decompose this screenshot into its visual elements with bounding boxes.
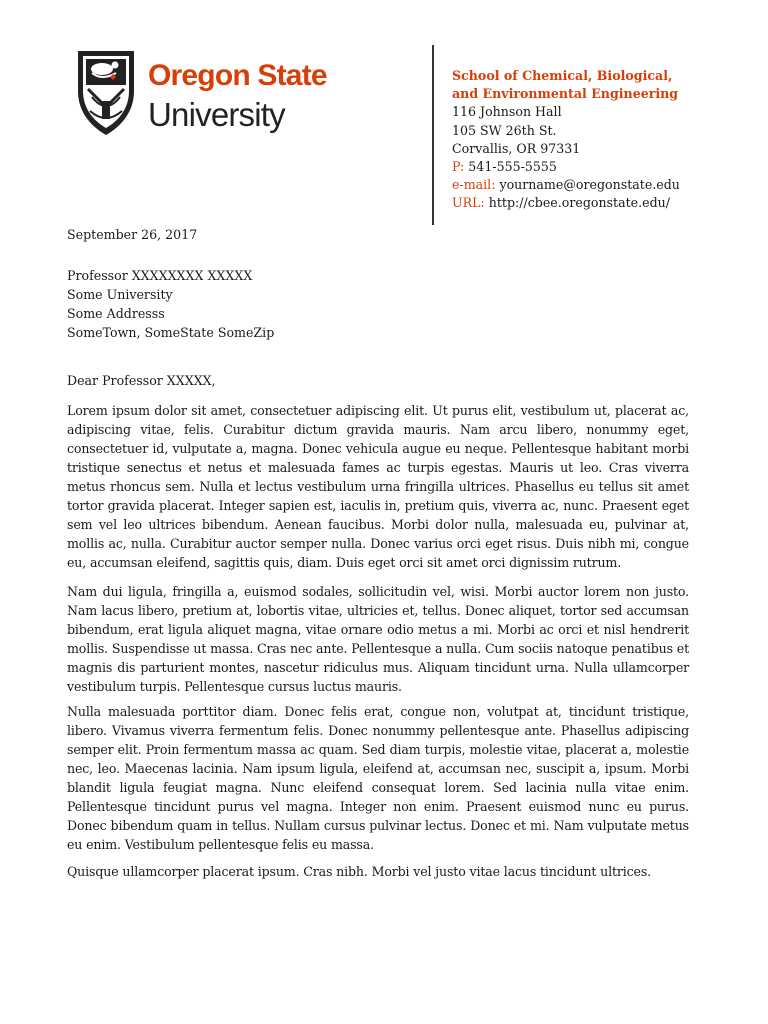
body-paragraph-4: Quisque ullamcorper placerat ipsum. Cras nibh. Morbi vel justo vitae lacus tincidunt ultrices. <box>67 864 652 879</box>
osu-logo <box>72 45 362 140</box>
phone-line <box>452 158 752 176</box>
logo-wordmark-university: University <box>148 96 285 133</box>
header-divider <box>432 45 434 225</box>
address-line3: Corvallis, OR 97331 <box>452 140 581 156</box>
recipient-city: SomeTown, SomeState SomeZip <box>67 325 275 340</box>
recipient-address <box>67 266 274 342</box>
email-address[interactable]: yourname@oregonstate.edu <box>499 177 680 193</box>
address-line1: 116 Johnson Hall <box>452 104 562 120</box>
osu-beaver-shield-icon <box>72 45 140 137</box>
url-label: URL: <box>452 195 485 211</box>
address-line2: 105 SW 26th St. <box>452 122 557 138</box>
recipient-name: Professor XXXXXXXX XXXXX <box>67 268 253 283</box>
salutation: Dear Professor XXXXX, <box>67 373 216 388</box>
logo-wordmark-oregon-state: Oregon State <box>148 59 327 92</box>
url-line <box>452 194 752 212</box>
phone-label: P: <box>452 159 465 175</box>
letter-date: September 26, 2017 <box>67 227 198 242</box>
email-label: e-mail: <box>452 177 496 193</box>
school-name-line1: School of Chemical, Biological, <box>452 68 673 83</box>
body-paragraph-3: Nulla malesuada porttitor diam. Donec felis erat, congue non, volutpat at, tincidunt tristique, libero. Vivamus viverra fermentum felis. Donec nonummy pellentesque ante. Phasellus adipiscing semper elit. Proin fermentum massa ac quam. Sed diam turpis, molestie vitae, placerat a, molestie nec, leo. Maecenas lacinia. Nam ipsum ligula, eleifend at, accumsan nec, suscipit a, ipsum. Morbi blandit ligula feugiat magna. Nunc eleifend consequat lorem. Sed lacinia nulla vitae enim. Pellentesque tincidunt purus vel magna. Integer non enim. Praesent euismod nunc eu purus. Donec bibendum quam in tellus. Nullam cursus pulvinar lectus. Donec et mi. Nam vulputate metus eu enim. Vestibulum pellentesque felis eu massa. <box>67 704 689 852</box>
phone-number: 541-555-5555 <box>468 159 557 175</box>
contact-block <box>452 67 752 213</box>
school-name-line2: and Environmental Engineering <box>452 86 679 102</box>
email-line <box>452 176 752 194</box>
body-paragraph-2: Nam dui ligula, fringilla a, euismod sodales, sollicitudin vel, wisi. Morbi auctor lorem non justo. Nam lacus libero, pretium at, lobortis vitae, ultricies et, tellus. Donec aliquet, tortor sed accumsan bibendum, erat ligula aliquet magna, vitae ornare odio metus a mi. Morbi ac orci et nisl hendrerit mollis. Suspendisse ut massa. Cras nec ante. Pellentesque a nulla. Cum sociis natoque penatibus et magnis dis parturient montes, nascetur ridiculus mus. Aliquam tincidunt urna. Nulla ullamcorper vestibulum turpis. Pellentesque cursus luctus mauris. <box>67 584 689 694</box>
recipient-street: Some Addresss <box>67 306 165 321</box>
body-paragraph-1: Lorem ipsum dolor sit amet, consectetuer adipiscing elit. Ut purus elit, vestibulum ut, placerat ac, adipiscing vitae, felis. Curabitur dictum gravida mauris. Nam arcu libero, nonummy eget, consectetuer id, vulputate a, magna. Donec vehicula augue eu neque. Pellentesque habitant morbi tristique senectus et netus et malesuada fames ac turpis egestas. Mauris ut leo. Cras viverra metus rhoncus sem. Nulla et lectus vestibulum urna fringilla ultrices. Phasellus eu tellus sit amet tortor gravida placerat. Integer sapien est, iaculis in, pretium quis, viverra ac, nunc. Praesent eget sem vel leo ultrices bibendum. Aenean faucibus. Morbi dolor nulla, malesuada eu, pulvinar at, mollis ac, nulla. Curabitur auctor semper nulla. Donec varius orci eget risus. Duis nibh mi, congue eu, accumsan eleifend, sagittis quis, diam. Duis eget orci sit amet orci dignissim rutrum. <box>67 403 689 570</box>
recipient-institution: Some University <box>67 287 173 302</box>
url-link[interactable]: http://cbee.oregonstate.edu/ <box>488 195 670 211</box>
